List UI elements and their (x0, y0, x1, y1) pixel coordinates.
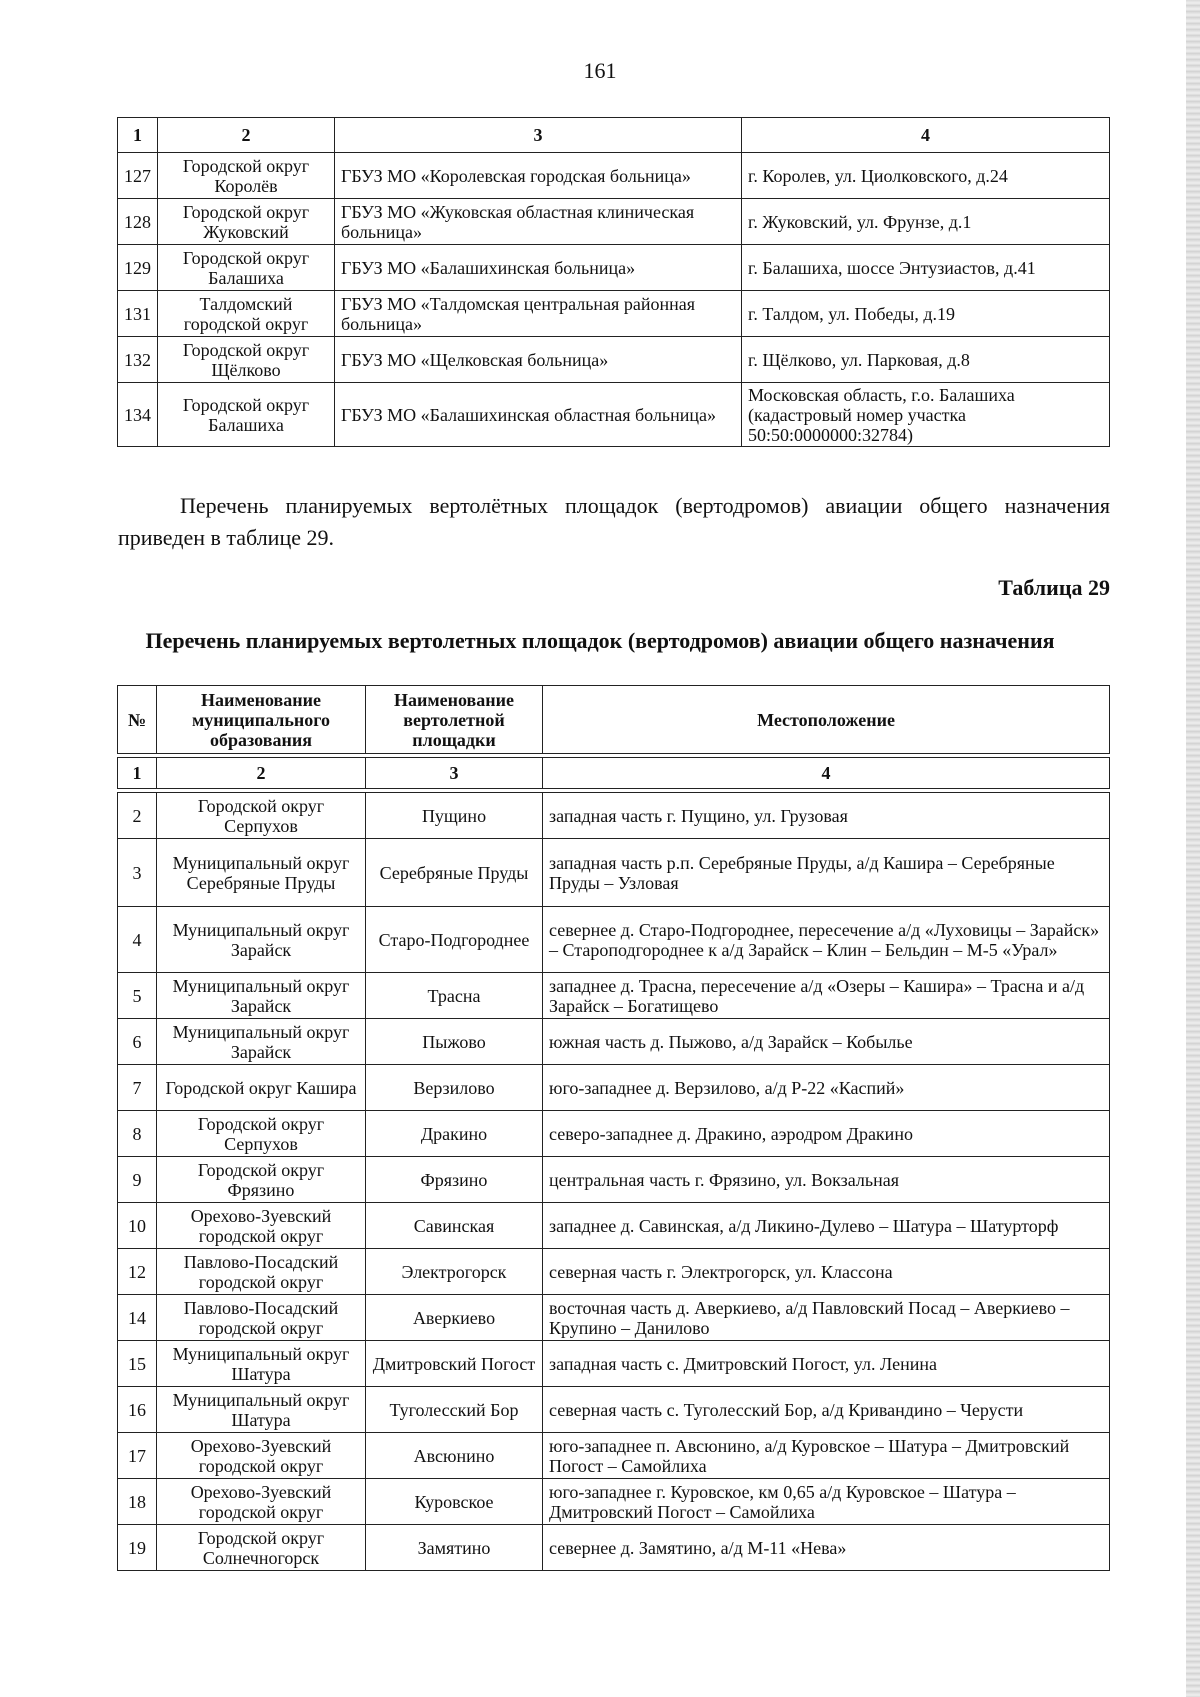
column-number: 4 (543, 758, 1110, 789)
row-number: 2 (118, 793, 157, 839)
helipad-cell: Аверкиево (366, 1295, 543, 1341)
row-number: 9 (118, 1157, 157, 1203)
table-row (118, 1111, 1110, 1157)
helipad-cell: Электрогорск (366, 1249, 543, 1295)
row-number: 134 (118, 383, 158, 447)
row-number: 8 (118, 1111, 157, 1157)
header-cell: Наименование вертолетной площадки (366, 686, 543, 754)
location-cell: севернее д. Старо-Подгороднее, пересечение а/д «Луховицы – Зарайск» – Староподгороднее к а/д Зарайск – Клин – Бельдин – М-5 «Урал» (543, 907, 1110, 973)
table-row (118, 199, 1110, 245)
location-cell: западная часть с. Дмитровский Погост, ул. Ленина (543, 1341, 1110, 1387)
table-row (118, 1295, 1110, 1341)
row-number: 4 (118, 907, 157, 973)
location-cell: западнее д. Трасна, пересечение а/д «Озеры – Кашира» – Трасна и а/д Зарайск – Богатищево (543, 973, 1110, 1019)
address-cell: г. Балашиха, шоссе Энтузиастов, д.41 (742, 245, 1110, 291)
row-number: 12 (118, 1249, 157, 1295)
scan-edge (1186, 0, 1200, 1697)
helipad-cell: Дракино (366, 1111, 543, 1157)
location-cell: западнее д. Савинская, а/д Ликино-Дулево – Шатура – Шатурторф (543, 1203, 1110, 1249)
helipad-cell: Трасна (366, 973, 543, 1019)
row-number: 5 (118, 973, 157, 1019)
header-cell: 3 (335, 118, 742, 153)
municipality-cell: Муниципальный округ Шатура (157, 1341, 366, 1387)
header-cell: 2 (158, 118, 335, 153)
location-cell: северная часть г. Электрогорск, ул. Классона (543, 1249, 1110, 1295)
page-number: 161 (583, 58, 617, 83)
organization-cell: ГБУЗ МО «Балашихинская больница» (335, 245, 742, 291)
table-row (118, 1019, 1110, 1065)
helipad-cell: Дмитровский Погост (366, 1341, 543, 1387)
table-row (118, 1479, 1110, 1525)
row-number: 132 (118, 337, 158, 383)
municipality-cell: Городской округ Балашиха (158, 383, 335, 447)
address-cell: г. Щёлково, ул. Парковая, д.8 (742, 337, 1110, 383)
organization-cell: ГБУЗ МО «Щелковская больница» (335, 337, 742, 383)
header-cell: № (118, 686, 157, 754)
municipality-cell: Городской округ Фрязино (157, 1157, 366, 1203)
municipality-cell: Талдомский городской округ (158, 291, 335, 337)
row-number: 10 (118, 1203, 157, 1249)
address-cell: г. Жуковский, ул. Фрунзе, д.1 (742, 199, 1110, 245)
address-cell: г. Талдом, ул. Победы, д.19 (742, 291, 1110, 337)
hospitals-table (117, 117, 1110, 447)
table-row (118, 1249, 1110, 1295)
table-row (118, 153, 1110, 199)
organization-cell: ГБУЗ МО «Балашихинская областная больница» (335, 383, 742, 447)
table-row (118, 793, 1110, 839)
table-row (118, 839, 1110, 907)
table-row (118, 1157, 1110, 1203)
helipad-cell: Пущино (366, 793, 543, 839)
organization-cell: ГБУЗ МО «Жуковская областная клиническая больница» (335, 199, 742, 245)
municipality-cell: Муниципальный округ Зарайск (157, 1019, 366, 1065)
column-number: 1 (118, 758, 157, 789)
table-label: Таблица 29 (998, 575, 1110, 600)
column-number: 2 (157, 758, 366, 789)
row-number: 6 (118, 1019, 157, 1065)
helipad-cell: Фрязино (366, 1157, 543, 1203)
row-number: 15 (118, 1341, 157, 1387)
helipad-cell: Савинская (366, 1203, 543, 1249)
municipality-cell: Муниципальный округ Серебряные Пруды (157, 839, 366, 907)
location-cell: южная часть д. Пыжово, а/д Зарайск – Кобылье (543, 1019, 1110, 1065)
row-number: 16 (118, 1387, 157, 1433)
address-cell: г. Королев, ул. Циолковского, д.24 (742, 153, 1110, 199)
municipality-cell: Городской округ Солнечногорск (157, 1525, 366, 1571)
column-number-row (118, 758, 1110, 789)
address-cell: Московская область, г.о. Балашиха (кадастровый номер участка 50:50:0000000:32784) (742, 383, 1110, 447)
row-number: 131 (118, 291, 158, 337)
helipads-table (117, 685, 1110, 1571)
municipality-cell: Городской округ Жуковский (158, 199, 335, 245)
row-number: 7 (118, 1065, 157, 1111)
table-header-row (118, 686, 1110, 754)
table-row (118, 907, 1110, 973)
table-row (118, 245, 1110, 291)
location-cell: северо-западнее д. Дракино, аэродром Дракино (543, 1111, 1110, 1157)
body-paragraph: Перечень планируемых вертолётных площадок (вертодромов) авиации общего назначения приведен в таблице 29. (118, 493, 1110, 550)
helipad-cell: Замятино (366, 1525, 543, 1571)
row-number: 3 (118, 839, 157, 907)
municipality-cell: Павлово-Посадский городской округ (157, 1295, 366, 1341)
municipality-cell: Орехово-Зуевский городской округ (157, 1203, 366, 1249)
location-cell: восточная часть д. Аверкиево, а/д Павловский Посад – Аверкиево – Крупино – Данилово (543, 1295, 1110, 1341)
municipality-cell: Муниципальный округ Зарайск (157, 973, 366, 1019)
table-row (118, 1433, 1110, 1479)
location-cell: севернее д. Замятино, а/д М-11 «Нева» (543, 1525, 1110, 1571)
row-number: 19 (118, 1525, 157, 1571)
row-number: 127 (118, 153, 158, 199)
row-number: 17 (118, 1433, 157, 1479)
header-cell: Наименование муниципального образования (157, 686, 366, 754)
location-cell: северная часть с. Туголесский Бор, а/д Кривандино – Черусти (543, 1387, 1110, 1433)
municipality-cell: Муниципальный округ Зарайск (157, 907, 366, 973)
municipality-cell: Муниципальный округ Шатура (157, 1387, 366, 1433)
municipality-cell: Павлово-Посадский городской округ (157, 1249, 366, 1295)
municipality-cell: Городской округ Серпухов (157, 1111, 366, 1157)
table-row (118, 291, 1110, 337)
table-row (118, 1387, 1110, 1433)
header-cell: 4 (742, 118, 1110, 153)
header-cell: Местоположение (543, 686, 1110, 754)
table-row (118, 1341, 1110, 1387)
table-caption: Перечень планируемых вертолетных площадок (вертодромов) авиации общего назначения (145, 628, 1055, 653)
helipad-cell: Пыжово (366, 1019, 543, 1065)
table-row (118, 1065, 1110, 1111)
helipad-cell: Куровское (366, 1479, 543, 1525)
municipality-cell: Городской округ Королёв (158, 153, 335, 199)
organization-cell: ГБУЗ МО «Королевская городская больница» (335, 153, 742, 199)
location-cell: юго-западнее п. Авсюнино, а/д Куровское – Шатура – Дмитровский Погост – Самойлиха (543, 1433, 1110, 1479)
table-row (118, 383, 1110, 447)
municipality-cell: Городской округ Серпухов (157, 793, 366, 839)
table-header-row (118, 118, 1110, 153)
helipad-cell: Туголесский Бор (366, 1387, 543, 1433)
location-cell: западная часть г. Пущино, ул. Грузовая (543, 793, 1110, 839)
helipad-cell: Авсюнино (366, 1433, 543, 1479)
location-cell: юго-западнее г. Куровское, км 0,65 а/д Куровское – Шатура – Дмитровский Погост – Самойлиха (543, 1479, 1110, 1525)
table-row (118, 337, 1110, 383)
helipad-cell: Серебряные Пруды (366, 839, 543, 907)
helipad-cell: Старо-Подгороднее (366, 907, 543, 973)
municipality-cell: Орехово-Зуевский городской округ (157, 1433, 366, 1479)
helipad-cell: Верзилово (366, 1065, 543, 1111)
organization-cell: ГБУЗ МО «Талдомская центральная районная больница» (335, 291, 742, 337)
header-cell: 1 (118, 118, 158, 153)
row-number: 18 (118, 1479, 157, 1525)
row-number: 14 (118, 1295, 157, 1341)
location-cell: центральная часть г. Фрязино, ул. Вокзальная (543, 1157, 1110, 1203)
municipality-cell: Городской округ Балашиха (158, 245, 335, 291)
table-row (118, 1525, 1110, 1571)
table-row (118, 1203, 1110, 1249)
location-cell: юго-западнее д. Верзилово, а/д Р-22 «Каспий» (543, 1065, 1110, 1111)
location-cell: западная часть р.п. Серебряные Пруды, а/д Кашира – Серебряные Пруды – Узловая (543, 839, 1110, 907)
table-row (118, 973, 1110, 1019)
row-number: 129 (118, 245, 158, 291)
column-number: 3 (366, 758, 543, 789)
municipality-cell: Городской округ Кашира (157, 1065, 366, 1111)
municipality-cell: Орехово-Зуевский городской округ (157, 1479, 366, 1525)
row-number: 128 (118, 199, 158, 245)
municipality-cell: Городской округ Щёлково (158, 337, 335, 383)
